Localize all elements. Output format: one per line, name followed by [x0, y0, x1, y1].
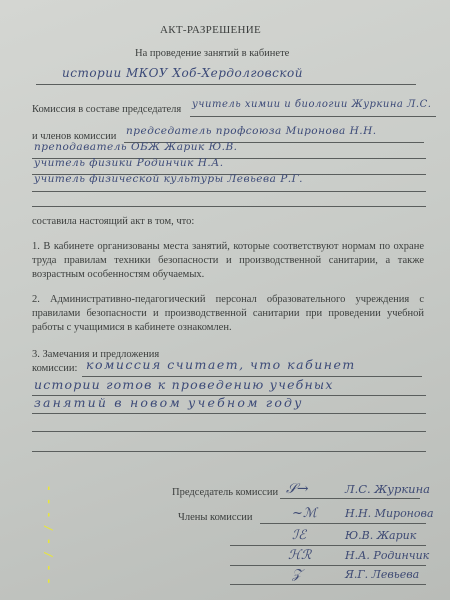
- member-signature-rule-3: [230, 565, 426, 566]
- member-line-3: учитель физики Родинчик Н.А.: [34, 157, 224, 169]
- members-signature-label: Члены комиссии: [178, 512, 253, 523]
- document-title: АКТ-РАЗРЕШЕНИЕ: [160, 24, 262, 36]
- member-rule-4: [32, 191, 426, 192]
- member-rule-5: [32, 206, 426, 207]
- chairman-signature-mark: 𝒮→: [286, 481, 309, 497]
- commission-label: Комиссия в составе председателя: [32, 104, 182, 115]
- member-signature-rule-2: [230, 545, 426, 546]
- remark-line-1: комиссия считает, что кабинет: [86, 357, 356, 372]
- point-1: 1. В кабинете организованы места занятий, которые соответствуют нормам по охране труда правилам техники безопасности и производственной санитарии, а также возрастным особенностям обучаемых.: [32, 241, 424, 280]
- member-signature-mark-2: ℐℰ: [292, 528, 306, 543]
- member-signature-mark-1: ~ℳ: [292, 506, 317, 521]
- remark-rule-3: [32, 413, 426, 414]
- member-signature-name-1: Н.Н. Миронова: [345, 507, 434, 520]
- chairman-signature-label: Председатель комиссии: [172, 487, 279, 498]
- member-signature-mark-3: ℋℛ: [288, 548, 312, 563]
- cabinet-rule: [36, 84, 416, 85]
- remark-line-2: истории готов к проведению учебных: [34, 377, 334, 392]
- members-label: и членов комиссии: [32, 131, 117, 142]
- date-stamp: - - / - / - - -: [42, 485, 55, 585]
- remark-rule-4: [32, 431, 426, 432]
- commission-prefix: комиссии:: [32, 363, 78, 374]
- chairman-signature-rule: [280, 498, 420, 499]
- point-3-label: 3. Замечания и предложения: [32, 349, 160, 360]
- document-subtitle: На проведение занятий в кабинете: [135, 48, 290, 59]
- chairman-signature-name: Л.С. Журкина: [345, 482, 431, 496]
- member-line-1: председатель профсоюза Миронова Н.Н.: [126, 125, 377, 137]
- member-line-2: преподаватель ОБЖ Жарик Ю.В.: [34, 141, 238, 153]
- member-signature-name-2: Ю.В. Жарик: [345, 529, 417, 542]
- remark-line-3: занятий в новом учебном году: [34, 395, 304, 410]
- member-signature-name-4: Я.Г. Левьева: [345, 568, 420, 581]
- cabinet-handwritten: истории МКОУ Хоб-Хердолговской: [62, 66, 303, 80]
- chairman-handwritten: учитель химии и биологии Журкина Л.С.: [192, 99, 432, 110]
- point-2: 2. Административно-педагогический персонал образовательного учреждения с правилами безопасности и производственной санитарии при проведении учебной работы с учащимися в кабинете ознакомлен.: [32, 294, 424, 333]
- remark-rule-5: [32, 451, 426, 452]
- act-intro: составила настоящий акт в том, что:: [32, 216, 195, 227]
- member-line-4: учитель физической культуры Левьева Р.Г.: [34, 173, 303, 185]
- member-signature-rule-1: [260, 523, 426, 524]
- chairman-rule: [190, 116, 436, 117]
- member-signature-mark-4: 𝒵: [292, 567, 302, 582]
- member-signature-rule-4: [230, 584, 426, 585]
- member-signature-name-3: Н.А. Родинчик: [345, 549, 430, 562]
